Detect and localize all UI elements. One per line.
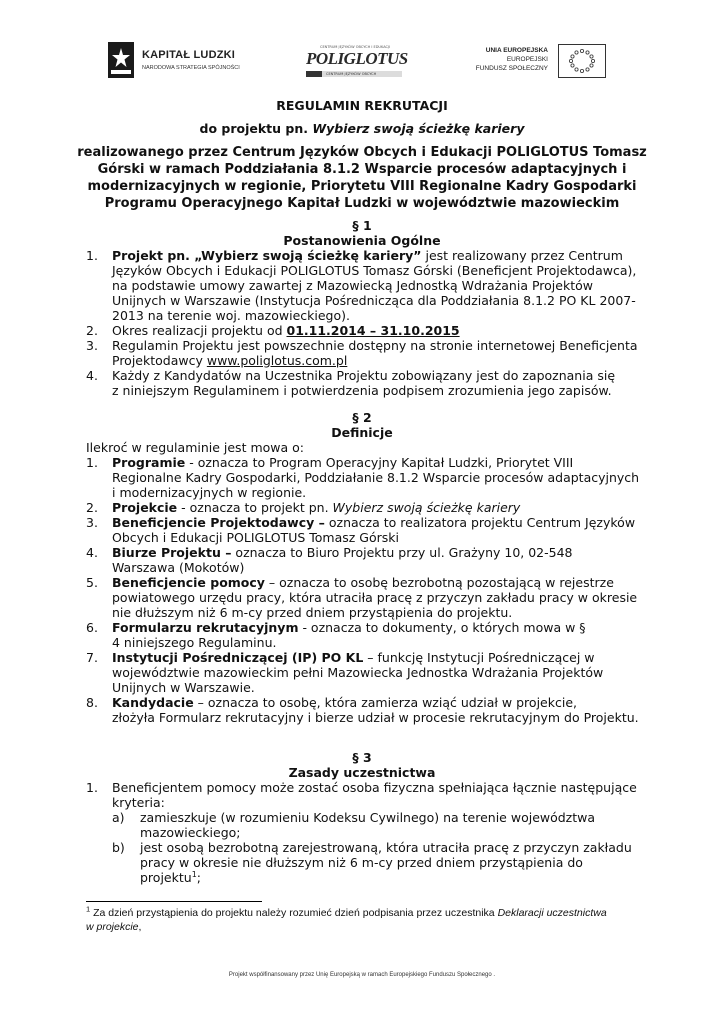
- eu-line-3: FUNDUSZ SPOŁECZNY: [475, 65, 548, 72]
- kapital-ludzki-subtitle: NARODOWA STRATEGIA SPÓJNOŚCI: [142, 65, 240, 71]
- project-title-name: Wybierz swoją ścieżkę kariery: [312, 121, 525, 136]
- subtitle-line-3: modernizacyjnych w regionie, Priorytetu VIII Regionalne Kadry Gospodarki: [87, 179, 637, 194]
- poliglotus-website-link[interactable]: www.poliglotus.com.pl: [206, 353, 348, 368]
- s3-item-1-number: 1.: [86, 780, 98, 795]
- poliglotus-bottom-text: CENTRUM JĘZYKÓW OBCYCH: [326, 72, 377, 76]
- s2-def-5-line-1: [112, 575, 614, 590]
- eu-logo: [470, 40, 610, 84]
- s1-item-1-line-4: Unijnych w Warszawie (Instytucja Pośrednicząca dla Poddziałania 8.1.2 PO KL 2007-: [112, 293, 636, 308]
- s2-def-8-term: Kandydacie: [112, 695, 194, 710]
- s3-criterion-b-line-2: pracy w okresie nie dłuższym niż 6 m-cy przed dniem przystąpienia do: [140, 855, 583, 870]
- s2-def-5-term: Beneficjencie pomocy: [112, 575, 265, 590]
- s2-def-8-text: – oznacza to osobę, która zamierza wziąć udział w projekcie,: [193, 695, 577, 710]
- footnote-text: Za dzień przystąpienia do projektu należy rozumieć dzień podpisania przez uczestnika: [90, 907, 498, 919]
- footnote-italic-2: w projekcie: [86, 921, 139, 933]
- s2-def-3-line-1: [112, 515, 635, 530]
- s2-def-7-number: 7.: [86, 650, 98, 665]
- poliglotus-name: POLIGLOTUS: [306, 49, 408, 68]
- s2-def-2-italic: Wybierz swoją ścieżkę kariery: [332, 500, 521, 515]
- s2-def-4-line-2: Warszawa (Mokotów): [112, 560, 245, 575]
- s3-criterion-b-label: b): [112, 840, 125, 855]
- s2-def-1-line-2: Regionalne Kadry Gospodarki, Poddziałanie 8.1.2 Wsparcie procesów adaptacyjnych: [112, 470, 640, 485]
- footnote-number: 1: [86, 904, 91, 914]
- s2-def-2-text: - oznacza to projekt pn.: [177, 500, 333, 515]
- s1-item-1-line-5: 2013 na terenie woj. mazowieckiego).: [112, 308, 350, 323]
- s3-item-1-line-1: Beneficjentem pomocy może zostać osoba fizyczna spełniająca łącznie następujące: [112, 780, 637, 795]
- footnote-divider: [86, 901, 262, 902]
- s1-item-2-line: [112, 323, 460, 338]
- s2-def-3-line-2: Obcych i Edukacji POLIGLOTUS Tomasz Górski: [112, 530, 399, 545]
- section-2-sign: § 2: [352, 410, 372, 425]
- kapital-ludzki-star-icon: [108, 42, 134, 78]
- s1-item-1-line-2: Języków Obcych i Edukacji POLIGLOTUS Tomasz Górski (Beneficjent Projektodawca),: [112, 263, 637, 278]
- footnote-end: ,: [138, 921, 142, 933]
- s2-def-6-term: Formularzu rekrutacyjnym: [112, 620, 299, 635]
- s3-criterion-b-line-1: jest osobą bezrobotną zarejestrowaną, która utraciła pracę z przyczyn zakładu: [140, 840, 632, 855]
- s2-def-1-number: 1.: [86, 455, 98, 470]
- s1-item-3-line-2: [112, 353, 347, 368]
- s2-def-6-text: - oznacza to dokumenty, o których mowa w §: [298, 620, 586, 635]
- s3-criterion-b-end: ;: [196, 870, 201, 885]
- s1-item-3-text: Projektodawcy: [112, 353, 207, 368]
- s2-def-8-line-1: [112, 695, 577, 710]
- s3-criterion-b-text: projektu: [140, 870, 192, 885]
- s2-def-7-line-1: [112, 650, 595, 665]
- section-1-heading: Postanowienia Ogólne: [283, 233, 441, 248]
- project-title: [0, 121, 724, 136]
- s2-def-8-number: 8.: [86, 695, 98, 710]
- s1-item-1-line-1: [112, 248, 640, 263]
- poliglotus-top-text: CENTRUM JĘZYKÓW OBCYCH I EDUKACJI: [320, 45, 391, 49]
- s2-def-4-term: Biurze Projektu –: [112, 545, 232, 560]
- eu-line-1: UNIA EUROPEJSKA: [485, 47, 548, 54]
- subtitle-line-4: Programu Operacyjnego Kapitał Ludzki w województwie mazowieckim: [104, 196, 620, 211]
- s2-def-3-text: oznacza to realizatora projektu Centrum Języków: [324, 515, 636, 530]
- kapital-ludzki-logo: [108, 38, 258, 86]
- eu-flag-icon: [558, 44, 606, 78]
- s2-def-5-number: 5.: [86, 575, 98, 590]
- footnote-ref[interactable]: 1: [191, 869, 197, 879]
- project-title-prefix: do projektu pn.: [199, 121, 313, 136]
- s3-criterion-a-line-1: zamieszkuje (w rozumieniu Kodeksu Cywilnego) na terenie województwa: [140, 810, 596, 825]
- subtitle-line-2: Górski w ramach Poddziałania 8.1.2 Wsparcie procesów adaptacyjnych i: [97, 162, 627, 177]
- s2-def-3-number: 3.: [86, 515, 98, 530]
- s2-def-2-line: [112, 500, 520, 515]
- s2-def-7-text: – funkcję Instytucji Pośredniczącej w: [363, 650, 595, 665]
- s1-item-4-line-1: Każdy z Kandydatów na Uczestnika Projektu zobowiązany jest do zapoznania się: [112, 368, 616, 383]
- s2-def-7-line-3: Unijnych w Warszawie.: [112, 680, 255, 695]
- poliglotus-logo: [306, 45, 408, 81]
- document-title: REGULAMIN REKRUTACJI: [276, 98, 448, 113]
- s1-item-1-number: 1.: [86, 248, 98, 263]
- s3-criterion-a-label: a): [112, 810, 125, 825]
- footnote: [86, 906, 646, 934]
- s2-def-3-term: Beneficjencie Projektodawcy –: [112, 515, 325, 530]
- s1-item-4-line-2: z niniejszym Regulaminem i potwierdzenia podpisem zrozumienia jego zapisów.: [112, 383, 612, 398]
- eu-logo-text: [470, 46, 548, 73]
- s2-def-5-line-2: powiatowego urzędu pracy, która utraciła pracę z przyczyn zakładu pracy w okresie: [112, 590, 638, 605]
- s2-def-7-term: Instytucji Pośredniczącej (IP) PO KL: [112, 650, 364, 665]
- s2-def-5-text: – oznacza to osobę bezrobotną pozostającą w rejestrze: [264, 575, 614, 590]
- s1-item-2-number: 2.: [86, 323, 98, 338]
- s1-item-3-line-1: Regulamin Projektu jest powszechnie dostępny na stronie internetowej Beneficjenta: [112, 338, 638, 353]
- s2-def-6-line-1: [112, 620, 586, 635]
- s2-def-1-text: - oznacza to Program Operacyjny Kapitał Ludzki, Priorytet VIII: [185, 455, 574, 470]
- s2-def-2-number: 2.: [86, 500, 98, 515]
- section-1-sign: § 1: [352, 218, 372, 233]
- s2-def-4-number: 4.: [86, 545, 98, 560]
- section-3-heading: Zasady uczestnictwa: [288, 765, 436, 780]
- s2-def-4-text: oznacza to Biuro Projektu przy ul. Grażyny 10, 02-548: [231, 545, 573, 560]
- s1-item-1-line-3: na podstawie umowy zawartej z Mazowiecką Jednostką Wdrażania Projektów: [112, 278, 593, 293]
- s2-def-1-line-3: i modernizacyjnych w regionie.: [112, 485, 307, 500]
- s2-def-2-term: Projekcie: [112, 500, 178, 515]
- s1-item-3-number: 3.: [86, 338, 98, 353]
- s2-def-8-line-2: złożyła Formularz rekrutacyjny i bierze udział w procesie rekrutacyjnym do Projektu.: [112, 710, 639, 725]
- s1-item-1-bold: Projekt pn. „Wybierz swoją ścieżkę kariery”: [112, 248, 422, 263]
- s1-item-4-number: 4.: [86, 368, 98, 383]
- s2-def-6-line-2: 4 niniejszego Regulaminu.: [112, 635, 277, 650]
- section-3-sign: § 3: [352, 750, 372, 765]
- s1-item-2-dates: 01.11.2014 – 31.10.2015: [286, 323, 460, 338]
- footnote-italic-1: Deklaracji uczestnictwa: [497, 907, 607, 919]
- s1-item-2-text: Okres realizacji projektu od: [112, 323, 287, 338]
- s3-criterion-b-line-3: [140, 870, 201, 885]
- s2-def-4-line-1: [112, 545, 573, 560]
- eu-line-2: EUROPEJSKI: [506, 56, 548, 63]
- s1-item-1-text: jest realizowany przez Centrum: [421, 248, 623, 263]
- section-2-heading: Definicje: [331, 425, 393, 440]
- s3-item-1-line-2: kryteria:: [112, 795, 165, 810]
- s2-def-7-line-2: województwie mazowieckim pełni Mazowiecka Jednostka Wdrażania Projektów: [112, 665, 604, 680]
- s2-def-1-line-1: [112, 455, 573, 470]
- s2-def-1-term: Programie: [112, 455, 186, 470]
- page-footer: Projekt współfinansowany przez Unię Europejską w ramach Europejskiego Funduszu Społecznego .: [228, 972, 496, 978]
- s2-def-5-line-3: nie dłuższym niż 6 m-cy przed dniem przystąpienia do projektu.: [112, 605, 513, 620]
- s2-intro: Ilekroć w regulaminie jest mowa o:: [86, 440, 304, 455]
- s2-def-6-number: 6.: [86, 620, 98, 635]
- kapital-ludzki-title: KAPITAŁ LUDZKI: [142, 49, 236, 61]
- s3-criterion-a-line-2: mazowieckiego;: [140, 825, 241, 840]
- subtitle-line-1: realizowanego przez Centrum Języków Obcych i Edukacji POLIGLOTUS Tomasz: [77, 145, 647, 160]
- header-logos: [0, 38, 724, 90]
